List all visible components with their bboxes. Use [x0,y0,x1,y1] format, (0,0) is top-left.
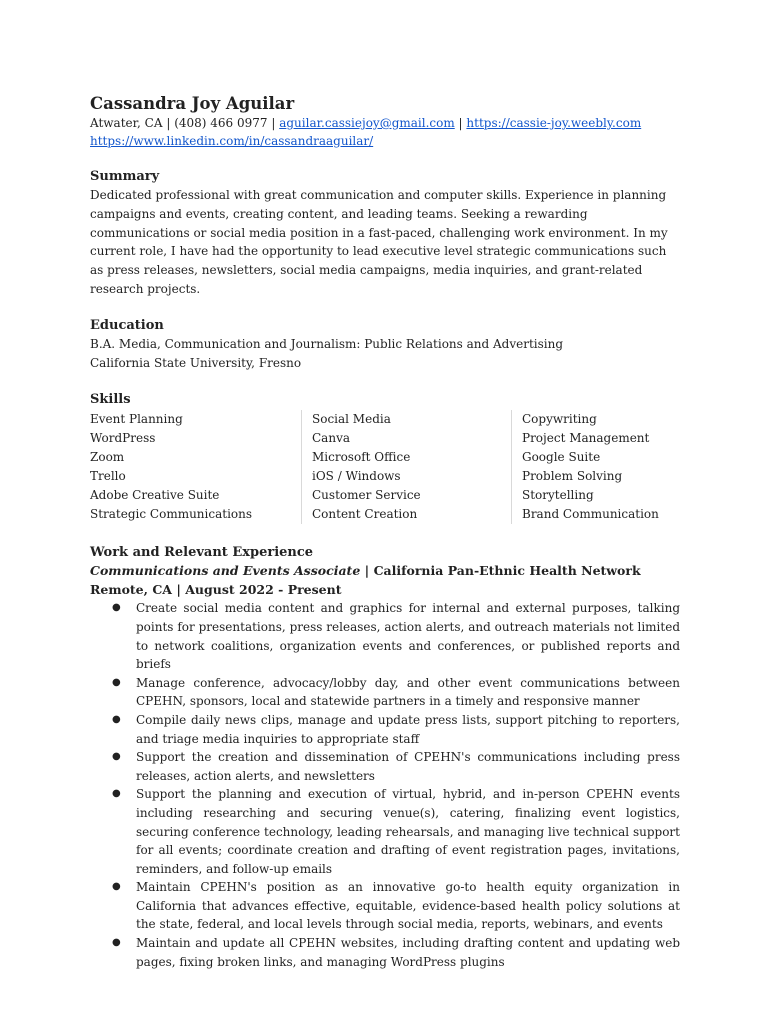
email-link[interactable]: aguilar.cassiejoy@gmail.com [279,116,455,130]
job-location-dates: Remote, CA | August 2022 - Present [90,581,342,597]
skills-column-3 [511,410,680,524]
bullet-text: Maintain and update all CPEHN websites, including drafting content and updating web pages, fixing broken links, and managing WordPress plugins [136,936,680,969]
list-item [90,748,680,785]
skill-item: Microsoft Office [312,450,411,465]
list-item [90,599,680,673]
skill-item: Event Planning [90,412,183,427]
linkedin-link[interactable]: https://www.linkedin.com/in/cassandraaguilar/ [90,134,374,148]
skills-column-1 [90,410,301,524]
candidate-name: Cassandra Joy Aguilar [90,94,295,113]
bullet-text: Support the planning and execution of virtual, hybrid, and in-person CPEHN events including researching and securing venue(s), catering, finalizing event logistics, securing conference technology, leading rehearsals, and managing live technical support for all events; coordinate creation and drafting of event registration pages, invitations, reminders, and follow-up emails [136,787,680,876]
bullet-icon: ● [112,937,121,949]
skill-item: Project Management [522,431,650,446]
bullet-icon: ● [112,751,121,763]
skill-item: Canva [312,431,350,446]
contact-separator: | [454,116,467,130]
bullet-text: Support the creation and dissemination of CPEHN's communications including press releases, action alerts, and newsletters [136,750,680,783]
bullet-icon: ● [112,676,121,688]
skills-grid [90,410,680,524]
education-degree: B.A. Media, Communication and Journalism: Public Relations and Advertising [90,336,564,351]
bullet-icon: ● [112,602,121,614]
summary-heading: Summary [90,169,160,184]
skill-item: Content Creation [312,507,418,522]
summary-text: Dedicated professional with great communication and computer skills. Experience in planning campaigns and events, creating content, and leading teams. Seeking a rewarding communications or social media position in a fast-paced, challenging work environment. In my current role, I have had the opportunity to lead executive level strategic communications such as press releases, newsletters, social media campaigns, media inquiries, and grant-related research projects. [90,188,668,296]
list-item [90,934,680,971]
skills-column-2 [301,410,511,524]
skill-item: Problem Solving [522,469,623,484]
job-org-separator: | [360,563,374,579]
skill-item: Trello [90,469,126,484]
bullet-icon: ● [112,713,121,725]
education-school: California State University, Fresno [90,355,302,370]
list-item [90,878,680,934]
bullet-icon: ● [112,788,121,800]
job-organization: California Pan-Ethnic Health Network [373,563,641,579]
linkedin-line [90,132,680,150]
bullet-text: Maintain CPEHN's position as an innovative go-to health equity organization in California that advances effective, equitable, evidence-based health policy solutions at the state, federal, and local levels through social media, reports, webinars, and events [136,880,680,932]
resume-page [90,94,680,971]
skill-item: Adobe Creative Suite [90,488,220,503]
contact-line [90,114,680,132]
bullet-text: Compile daily news clips, manage and update press lists, support pitching to reporters, and triage media inquiries to appropriate staff [136,712,680,746]
bullet-text: Manage conference, advocacy/lobby day, and other event communications between CPEHN, sponsors, local and statewide partners in a timely and responsive manner [136,675,680,709]
skill-item: Zoom [90,450,125,465]
list-item [90,785,680,878]
location-phone: Atwater, CA | (408) 466 0977 | [90,116,276,130]
bullet-icon: ● [112,881,121,893]
bullet-text: Create social media content and graphics for internal and external purposes, talking points for presentations, press releases, action alerts, and outreach materials not limited to network coalitions, organization events and conferences, or published reports and briefs [136,601,680,672]
skill-item: WordPress [90,431,156,446]
job-title-line [90,562,680,581]
website-link[interactable]: https://cassie-joy.weebly.com [466,116,642,130]
education-heading: Education [90,317,164,333]
job-role: Communications and Events Associate [90,563,361,579]
skill-item: Copywriting [522,412,597,427]
skill-item: Storytelling [522,488,594,503]
list-item [90,674,680,711]
skill-item: Customer Service [312,488,421,503]
skill-item: Strategic Communications [90,507,253,522]
skills-heading: Skills [90,392,131,408]
job-bullet-list [90,599,680,971]
experience-heading: Work and Relevant Experience [90,545,314,561]
skill-item: Google Suite [522,450,601,465]
skill-item: Brand Communication [522,507,659,522]
list-item [90,711,680,748]
skill-item: iOS / Windows [312,469,401,484]
skill-item: Social Media [312,412,391,427]
